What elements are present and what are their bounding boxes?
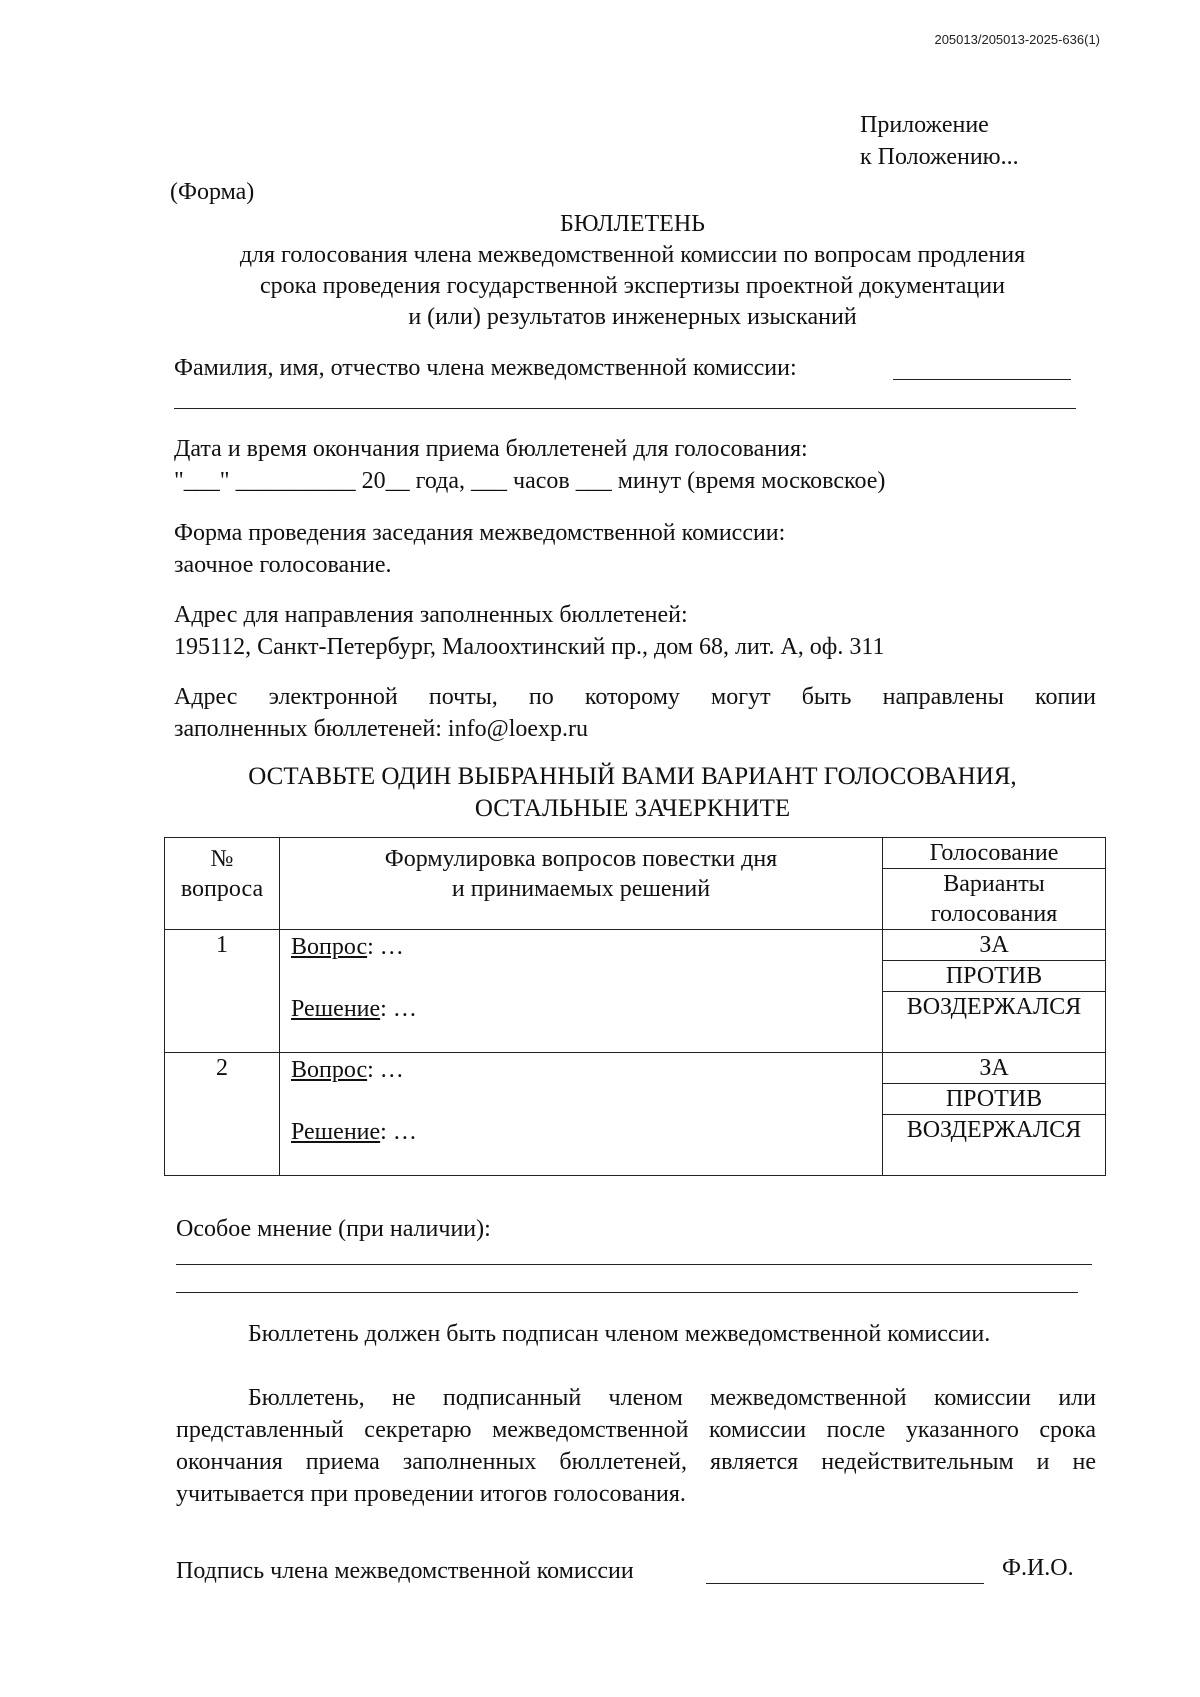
special-opinion-label: Особое мнение (при наличии): xyxy=(176,1216,491,1242)
header-options-line-1: Варианты xyxy=(943,871,1045,897)
header-wording-line-2: и принимаемых решений xyxy=(451,876,711,902)
vote-option-against[interactable]: ПРОТИВ xyxy=(883,961,1106,992)
subtitle-line-3: и (или) результатов инженерных изысканий xyxy=(408,304,857,330)
document-id: 205013/205013-2025-636(1) xyxy=(934,32,1100,47)
appendix-line-1: Приложение xyxy=(860,112,989,138)
fio-blank-line-2 xyxy=(174,408,1076,409)
row-1-decision-text: : … xyxy=(380,996,417,1022)
header-num xyxy=(165,838,280,930)
address-label: Адрес для направления заполненных бюллетеней: xyxy=(174,602,688,628)
appendix-line-2: к Положению... xyxy=(860,144,1019,170)
note-paragraph-1: Бюллетень должен быть подписан членом межведомственной комиссии. xyxy=(248,1321,991,1347)
form-label: (Форма) xyxy=(170,179,255,205)
deadline-label: Дата и время окончания приема бюллетеней для голосования: xyxy=(174,436,808,462)
special-opinion-line-2[interactable] xyxy=(176,1292,1078,1293)
email-line-1: Адрес электронной почты, по которому могут быть направлены копии xyxy=(174,684,1096,710)
header-options-line-2: голосования xyxy=(930,901,1058,927)
table-header-row xyxy=(165,838,1106,869)
table-row xyxy=(165,930,1106,961)
row-2-decision xyxy=(291,1117,882,1147)
row-1-question-text: : … xyxy=(367,934,404,960)
table-row xyxy=(165,1053,1106,1084)
page-title: БЮЛЛЕТЕНЬ xyxy=(560,211,705,237)
signature-label: Подпись члена межведомственной комиссии xyxy=(176,1558,634,1584)
header-options xyxy=(883,869,1106,930)
row-2-wording xyxy=(280,1053,883,1176)
row-2-question xyxy=(291,1055,882,1085)
signature-fio: Ф.И.О. xyxy=(1002,1555,1074,1581)
row-2-question-text: : … xyxy=(367,1057,404,1083)
deadline-line: "___" __________ 20__ года, ___ часов ___ минут (время московское) xyxy=(174,468,886,494)
row-1-decision xyxy=(291,994,882,1024)
header-wording-line-1: Формулировка вопросов повестки дня xyxy=(384,846,778,872)
row-2-question-label: Вопрос xyxy=(291,1057,368,1083)
email-line-2: заполненных бюллетеней: info@loexp.ru xyxy=(174,716,588,742)
subtitle-line-2: срока проведения государственной экспертизы проектной документации xyxy=(260,273,1005,299)
row-1-decision-label: Решение xyxy=(291,996,381,1022)
subtitle-line-1: для голосования члена межведомственной комиссии по вопросам продления xyxy=(239,242,1026,268)
vote-option-abstain[interactable]: ВОЗДЕРЖАЛСЯ xyxy=(883,1115,1106,1176)
row-1-question xyxy=(291,932,882,962)
note-paragraph-2: Бюллетень, не подписанный членом межведомственной комиссии или представленный секретарю межведомственной комиссии после указанного срока окончания приема заполненных бюллетеней, является недействительным и не учитывается при проведении итогов голосования. xyxy=(176,1385,1096,1507)
vote-option-abstain[interactable]: ВОЗДЕРЖАЛСЯ xyxy=(883,992,1106,1053)
instruction-line-1: ОСТАВЬТЕ ОДИН ВЫБРАННЫЙ ВАМИ ВАРИАНТ ГОЛОСОВАНИЯ, xyxy=(248,763,1017,790)
special-opinion-line-1[interactable] xyxy=(176,1264,1092,1265)
row-2-decision-label: Решение xyxy=(291,1119,381,1145)
instruction-line-2: ОСТАЛЬНЫЕ ЗАЧЕРКНИТЕ xyxy=(474,795,791,822)
meeting-form-value: заочное голосование. xyxy=(174,552,392,578)
signature-line[interactable] xyxy=(706,1583,984,1584)
fio-label: Фамилия, имя, отчество члена межведомственной комиссии: xyxy=(174,355,797,381)
header-num-line-1: № xyxy=(210,846,234,872)
address-value: 195112, Санкт-Петербург, Малоохтинский пр., дом 68, лит. А, оф. 311 xyxy=(174,634,885,660)
header-vote: Голосование xyxy=(883,838,1106,869)
row-2-decision-text: : … xyxy=(380,1119,417,1145)
vote-option-for[interactable]: ЗА xyxy=(883,930,1106,961)
row-1-wording xyxy=(280,930,883,1053)
row-1-num: 1 xyxy=(165,930,280,1053)
meeting-form-label: Форма проведения заседания межведомственной комиссии: xyxy=(174,520,786,546)
vote-option-against[interactable]: ПРОТИВ xyxy=(883,1084,1106,1115)
header-wording xyxy=(280,838,883,930)
row-2-num: 2 xyxy=(165,1053,280,1176)
header-num-line-2: вопроса xyxy=(180,876,264,902)
row-1-question-label: Вопрос xyxy=(291,934,368,960)
voting-table xyxy=(164,837,1106,1176)
vote-option-for[interactable]: ЗА xyxy=(883,1053,1106,1084)
fio-blank-line xyxy=(893,379,1071,380)
